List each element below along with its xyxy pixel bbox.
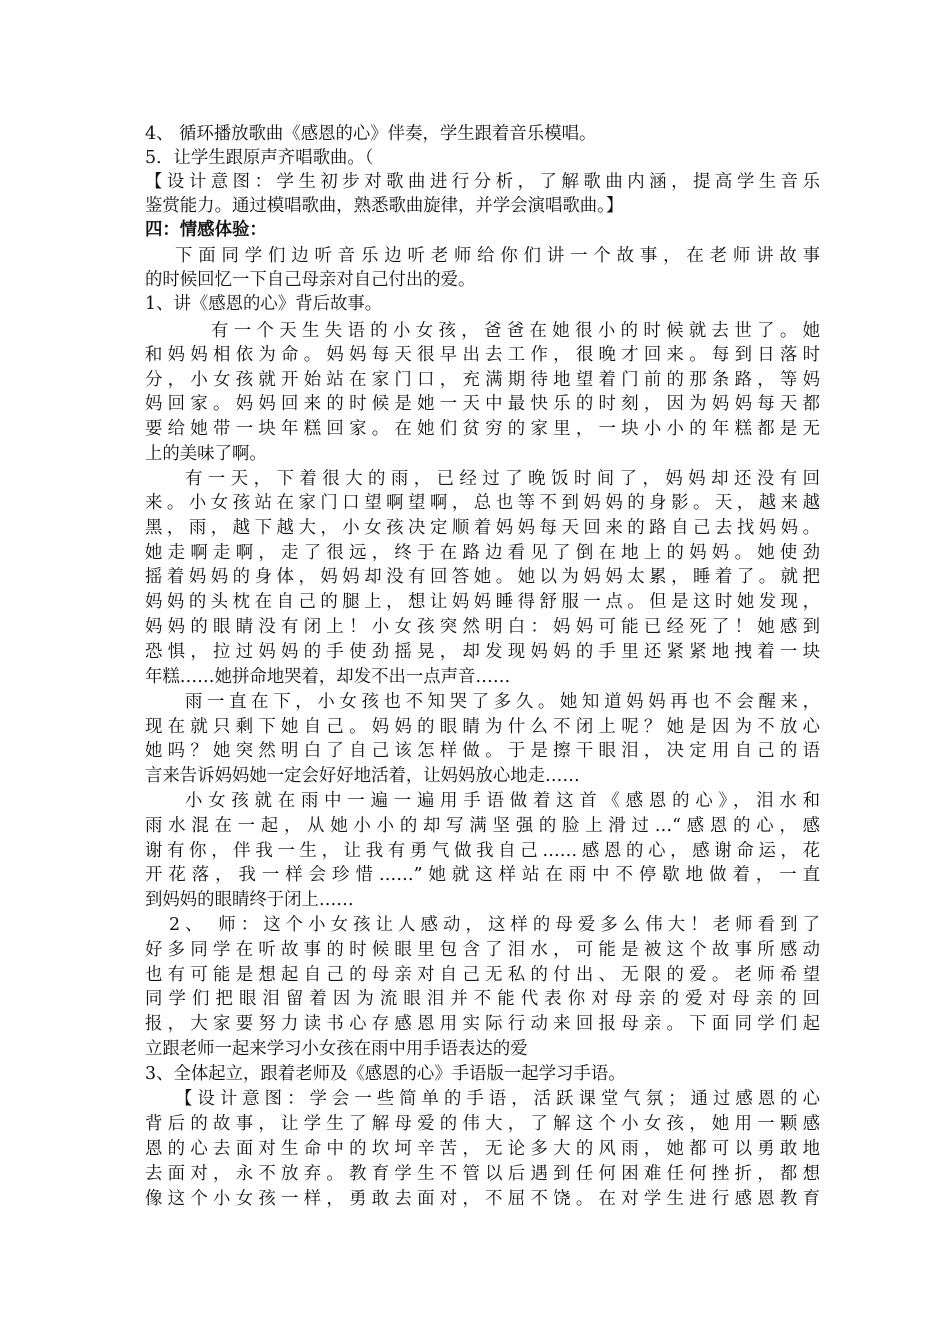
text-line: 现在就只剩下她自己。妈妈的眼睛为什么不闭上呢？她是因为不放心 — [145, 717, 820, 737]
section-heading: 四：情感体验： — [145, 220, 267, 240]
text-line: 开花落，我一样会珍惜……”她就这样站在雨中不停歇地做着，一直 — [145, 865, 820, 885]
text-line: 雨一直在下，小女孩也不知哭了多久。她知道妈妈再也不会醒来， — [185, 692, 820, 712]
text-line: 的时候回忆一下自己母亲对自己付出的爱。 — [145, 270, 476, 290]
text-line: 3、全体起立，跟着老师及《感恩的心》手语版一起学习手语。 — [145, 1064, 626, 1084]
text-line: 像这个小女孩一样，勇敢去面对，不屈不饶。在对学生进行感恩教育 — [145, 1189, 820, 1209]
text-line: 同学们把眼泪留着因为流眼泪并不能代表你对母亲的爱对母亲的回 — [145, 989, 820, 1009]
text-line: 【设计意图：学会一些简单的手语，活跃课堂气氛；通过感恩的心 — [175, 1089, 820, 1109]
text-line: 好多同学在听故事的时候眼里包含了泪水，可能是被这个故事所感动 — [145, 940, 820, 960]
text-line: 要给她带一块年糕回家。在她们贫穷的家里，一块小小的年糕都是无 — [145, 419, 820, 439]
text-line: 妈妈的头枕在自己的腿上，想让妈妈睡得舒服一点。但是这时她发现， — [145, 592, 820, 612]
text-line: 报，大家要努力读书心存感恩用实际行动来回报母亲。下面同学们起 — [145, 1014, 820, 1034]
text-line: 有一个天生失语的小女孩，爸爸在她很小的时候就去世了。她 — [211, 321, 820, 341]
text-line: 鉴赏能力。通过模唱歌曲，熟悉歌曲旋律，并学会演唱歌曲。】 — [145, 196, 624, 216]
text-line: 2、 师：这个小女孩让人感动，这样的母爱多么伟大！老师看到了 — [169, 915, 820, 935]
text-line: 年糕……她拼命地哭着，却发不出一点声音…… — [145, 667, 511, 687]
text-line: 分，小女孩就开始站在家门口，充满期待地望着门前的那条路，等妈 — [145, 370, 820, 390]
text-line: 下面同学们边听音乐边听老师给你们讲一个故事，在老师讲故事 — [175, 246, 820, 266]
text-line: 恐惧，拉过妈妈的手使劲摇晃，却发现妈妈的手里还紧紧地拽着一块 — [145, 642, 820, 662]
text-line: 雨水混在一起，从她小小的却写满坚强的脸上滑过…“感恩的心，感 — [145, 816, 820, 836]
text-line: 去面对，永不放弃。教育学生不管以后遇到任何困难任何挫折，都想 — [145, 1164, 820, 1184]
text-line: 言来告诉妈妈她一定会好好地活着，让妈妈放心地走…… — [145, 766, 580, 786]
text-line: 摇着妈妈的身体，妈妈却没有回答她。她以为妈妈太累，睡着了。就把 — [145, 567, 820, 587]
text-line: 恩的心去面对生命中的坎坷辛苦，无论多大的风雨，她都可以勇敢地 — [145, 1139, 820, 1159]
text-line: 妈回家。妈妈回来的时候是她一天中最快乐的时刻，因为妈妈每天都 — [145, 394, 820, 414]
text-line: 【设计意图：学生初步对歌曲进行分析，了解歌曲内涵，提高学生音乐 — [145, 172, 820, 192]
text-line: 黑，雨，越下越大，小女孩决定顺着妈妈每天回来的路自己去找妈妈。 — [145, 518, 820, 538]
text-line: 到妈妈的眼睛终于闭上…… — [145, 890, 354, 910]
text-line: 1、讲《感恩的心》背后故事。 — [145, 294, 383, 314]
text-line: 来。小女孩站在家门口望啊望啊，总也等不到妈妈的身影。天，越来越 — [145, 493, 820, 513]
text-line: 有一天，下着很大的雨，已经过了晚饭时间了，妈妈却还没有回 — [185, 469, 820, 489]
text-line: 她走啊走啊，走了很远，终于在路边看见了倒在地上的妈妈。她使劲 — [145, 543, 820, 563]
text-line: 4、 循环播放歌曲《感恩的心》伴奏，学生跟着音乐模唱。 — [145, 124, 597, 144]
text-line: 和妈妈相依为命。妈妈每天很早出去工作，很晚才回来。每到日落时 — [145, 345, 820, 365]
text-line: 小女孩就在雨中一遍一遍用手语做着这首《感恩的心》，泪水和 — [185, 791, 820, 811]
text-line: 她吗？她突然明白了自己该怎样做。于是擦干眼泪，决定用自己的语 — [145, 741, 820, 761]
text-line: 上的美味了啊。 — [145, 444, 267, 464]
text-line: 背后的故事，让学生了解母爱的伟大，了解这个小女孩，她用一颗感 — [145, 1114, 820, 1134]
text-line: 妈妈的眼睛没有闭上！小女孩突然明白：妈妈可能已经死了！她感到 — [145, 617, 820, 637]
text-line: 也有可能是想起自己的母亲对自己无私的付出、无限的爱。老师希望 — [145, 965, 820, 985]
text-line: 立跟老师一起来学习小女孩在雨中用手语表达的爱 — [145, 1039, 528, 1059]
text-line: 谢有你，伴我一生，让我有勇气做我自己……感恩的心，感谢命运，花 — [145, 841, 820, 861]
text-line: 5．让学生跟原声齐唱歌曲。（ — [145, 148, 374, 168]
